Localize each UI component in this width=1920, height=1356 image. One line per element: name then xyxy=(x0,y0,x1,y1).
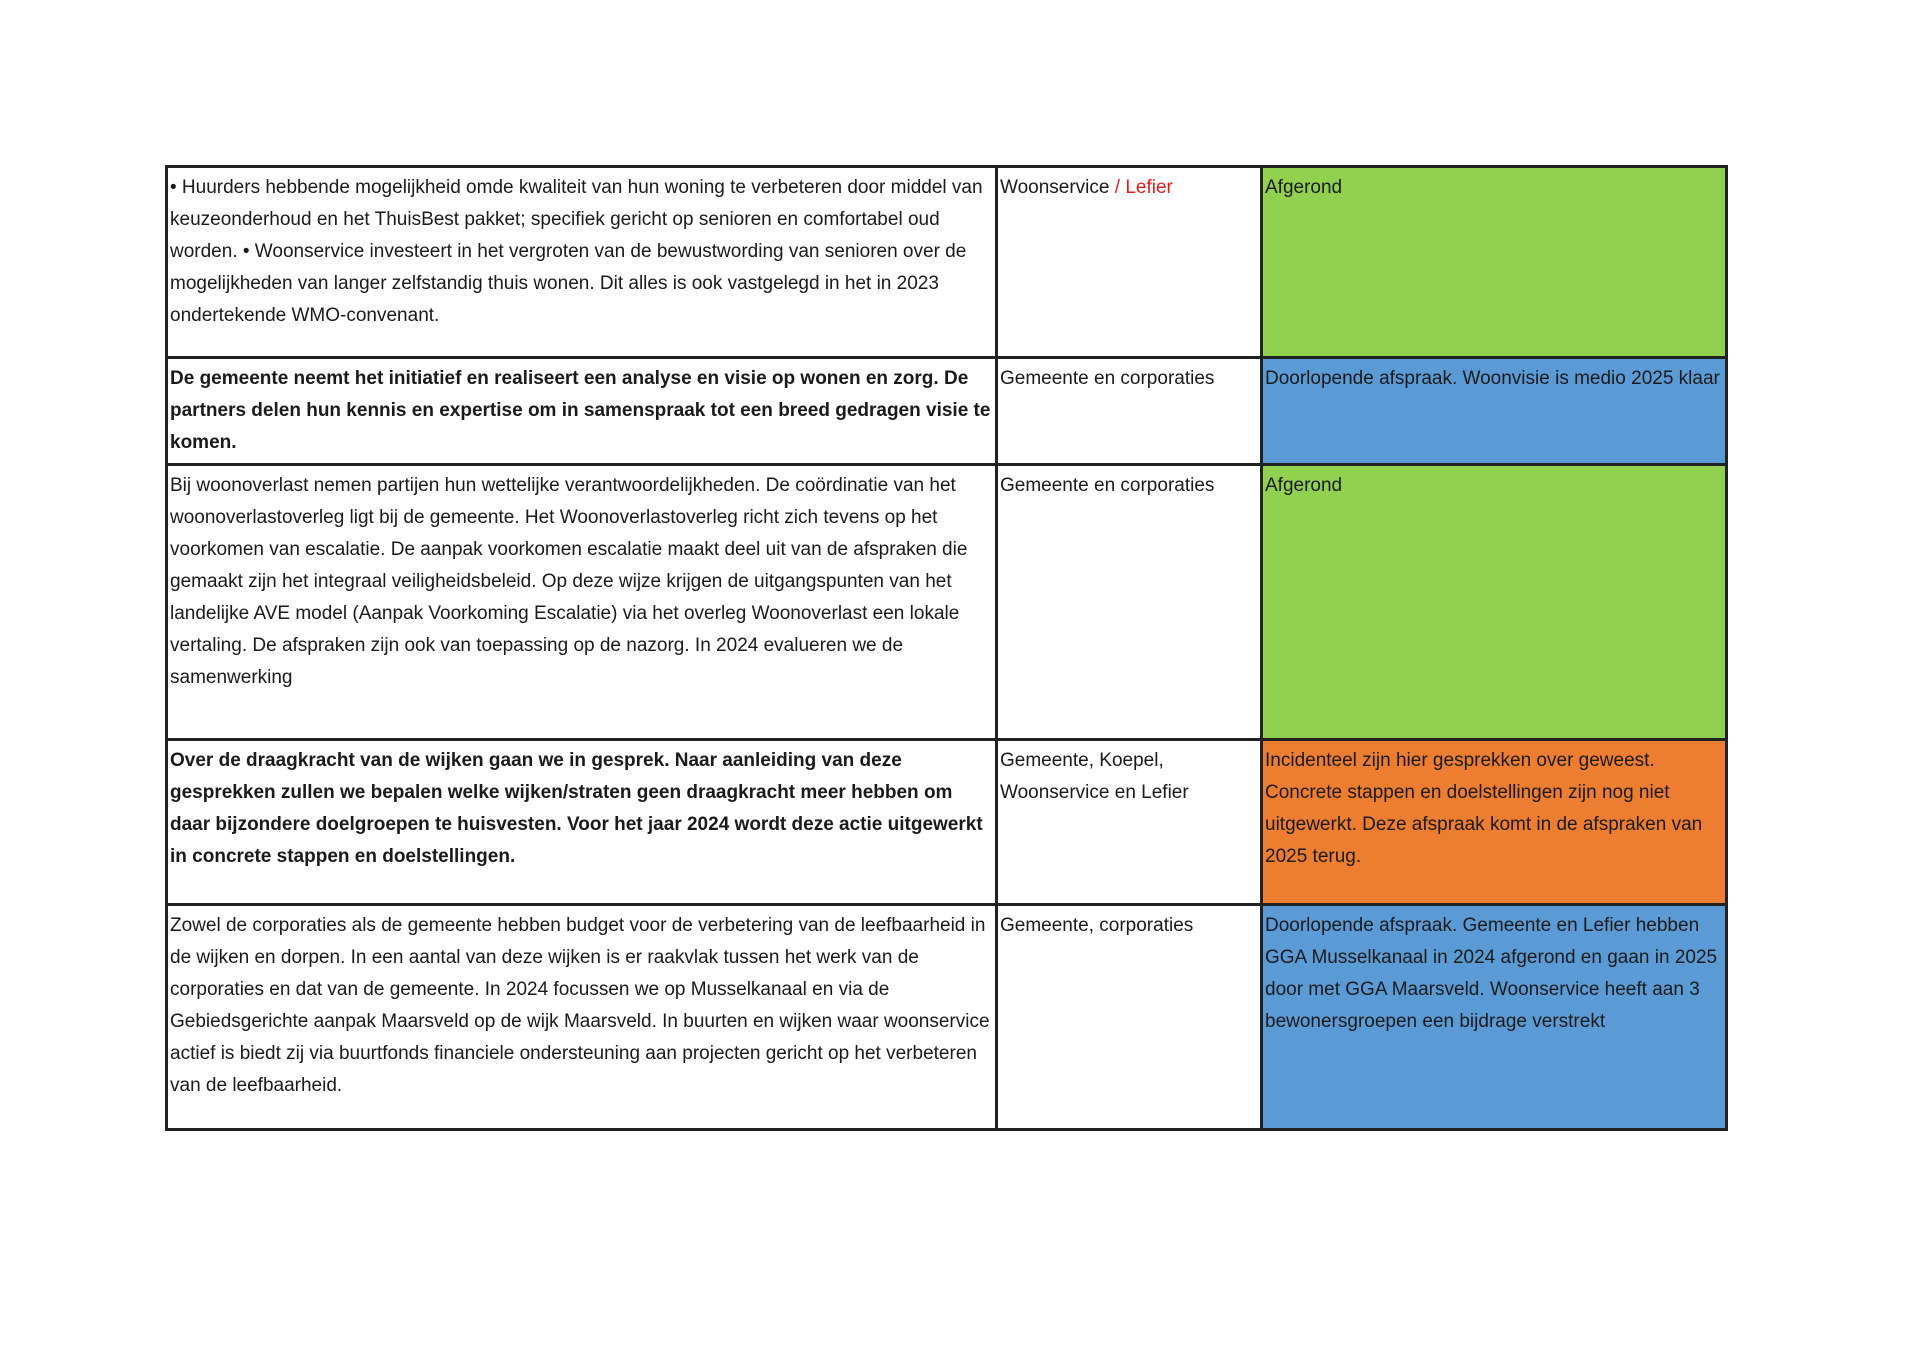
agreements-table xyxy=(165,165,1728,1131)
status-text: Afgerond xyxy=(1265,177,1343,198)
status-cell xyxy=(1262,167,1727,358)
table-row xyxy=(167,740,1727,905)
parties-cell xyxy=(997,740,1262,905)
parties-text: Woonservice xyxy=(1000,177,1110,198)
status-cell xyxy=(1262,905,1727,1130)
parties-text: Gemeente en corporaties xyxy=(1000,368,1215,389)
parties-cell xyxy=(997,905,1262,1130)
agreement-text: Over de draagkracht van de wijken gaan we in gesprek. Naar aanleiding van deze gesprekken zullen we bepalen welke wijken/straten geen draagkracht meer hebben om daar bijzondere doelgroepen te huisvesten. Voor het jaar 2024 wordt deze actie uitgewerkt in concrete stappen en doelstellingen. xyxy=(170,750,983,867)
parties-cell xyxy=(997,167,1262,358)
agreement-text: Zowel de corporaties als de gemeente hebben budget voor de verbetering van de leefbaarheid in de wijken en dorpen. In een aantal van deze wijken is er raakvlak tussen het werk van de corporaties en dat van de gemeente. In 2024 focussen we op Musselkanaal en via de Gebiedsgerichte aanpak Maarsveld op de wijk Maarsveld. In buurten en wijken waar woonservice actief is biedt zij via buurtfonds financiele ondersteuning aan projecten gericht op het verbeteren van de leefbaarheid. xyxy=(170,915,990,1096)
agreement-text: • Huurders hebbende mogelijkheid omde kwaliteit van hun woning te verbeteren door middel van keuzeonderhoud en het ThuisBest pakket; specifiek gericht op senioren en comfortabel oud worden. • Woonservice investeert in het vergroten van de bewustwording van senioren over de mogelijkheden van langer zelfstandig thuis wonen. Dit alles is ook vastgelegd in het in 2023 ondertekende WMO-convenant. xyxy=(170,177,983,326)
table-row xyxy=(167,905,1727,1130)
status-cell xyxy=(1262,740,1727,905)
parties-cell xyxy=(997,358,1262,465)
status-text: Doorlopende afspraak. Gemeente en Lefier hebben GGA Musselkanaal in 2024 afgerond en gaan in 2025 door met GGA Maarsveld. Woonservice heeft aan 3 bewonersgroepen een bijdrage verstrekt xyxy=(1265,915,1718,1032)
parties-cell xyxy=(997,465,1262,740)
table-row xyxy=(167,465,1727,740)
agreement-text: De gemeente neemt het initiatief en realiseert een analyse en visie op wonen en zorg. De partners delen hun kennis en expertise om in samenspraak tot een breed gedragen visie te komen. xyxy=(170,368,991,453)
agreement-cell xyxy=(167,358,997,465)
parties-text: Gemeente, corporaties xyxy=(1000,915,1194,936)
status-cell xyxy=(1262,358,1727,465)
table-row xyxy=(167,358,1727,465)
status-text: Doorlopende afspraak. Woonvisie is medio 2025 klaar xyxy=(1265,368,1720,389)
agreement-cell xyxy=(167,740,997,905)
agreement-cell xyxy=(167,905,997,1130)
parties-extra-text: / Lefier xyxy=(1109,177,1173,198)
agreement-cell xyxy=(167,167,997,358)
agreement-text: Bij woonoverlast nemen partijen hun wettelijke verantwoordelijkheden. De coördinatie van het woonoverlastoverleg ligt bij de gemeente. Het Woonoverlastoverleg richt zich tevens op het voorkomen van escalatie. De aanpak voorkomen escalatie maakt deel uit van de afspraken die gemaakt zijn het integraal veiligheidsbeleid. Op deze wijze krijgen de uitgangspunten van het landelijke AVE model (Aanpak Voorkoming Escalatie) via het overleg Woonoverlast een lokale vertaling. De afspraken zijn ook van toepassing op de nazorg. In 2024 evalueren we de samenwerking xyxy=(170,475,968,688)
table-row xyxy=(167,167,1727,358)
status-cell xyxy=(1262,465,1727,740)
agreement-cell xyxy=(167,465,997,740)
parties-text: Gemeente en corporaties xyxy=(1000,475,1215,496)
status-text: Incidenteel zijn hier gesprekken over geweest. Concrete stappen en doelstellingen zijn nog niet uitgewerkt. Deze afspraak komt in de afspraken van 2025 terug. xyxy=(1265,750,1703,867)
status-text: Afgerond xyxy=(1265,475,1343,496)
parties-text: Gemeente, Koepel, Woonservice en Lefier xyxy=(1000,750,1189,803)
